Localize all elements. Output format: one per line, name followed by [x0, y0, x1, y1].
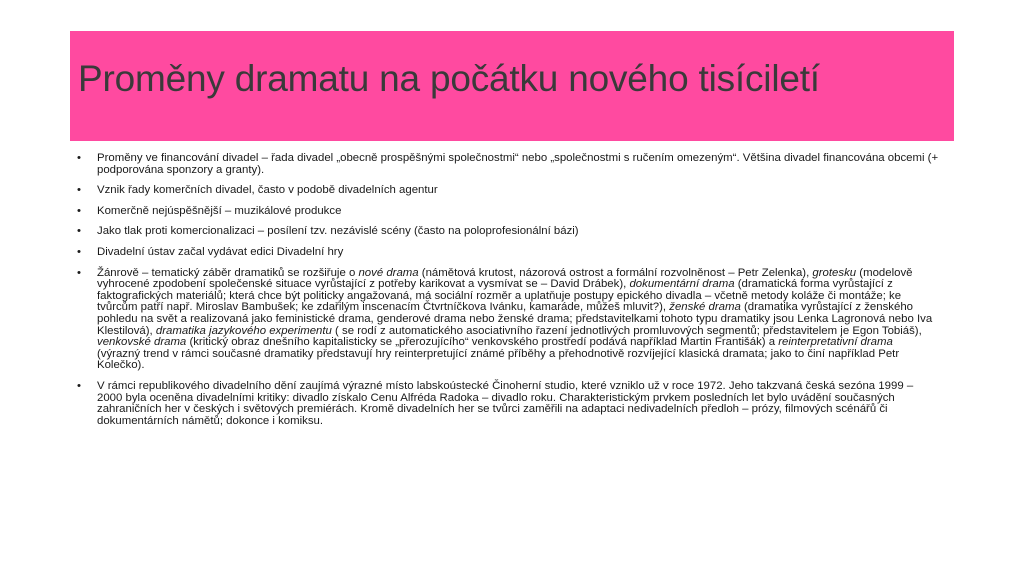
bullet-text: Divadelní ústav začal vydávat edici Divadelní hry	[97, 245, 344, 258]
bullet-text: (výrazný trend v rámci současné dramatiky představují hry reinterpretující známé příběhy a přehodnotivě rozvíjející klasická dramata; jako to činí například Petr Kolečko).	[97, 347, 900, 372]
slide-content	[77, 153, 939, 436]
bullet-dot-icon: •	[77, 204, 81, 217]
bullet-dot-icon: •	[77, 152, 81, 164]
bullet-dot-icon: •	[77, 184, 81, 197]
bullet-dot-icon: •	[77, 379, 81, 392]
emphasized-term: reinterpretativní drama	[778, 336, 893, 349]
bullet-item	[77, 206, 939, 218]
emphasized-term: ženské drama	[669, 301, 741, 314]
bullet-text: (modelově vyhrocené zpodobení společenské situace vyrůstající z potřeby karikovat a vysmívat se – David Drábek),	[97, 266, 913, 291]
slide-title: Proměny dramatu na počátku nového tisíciletí	[78, 58, 820, 99]
emphasized-term: dokumentární drama	[629, 278, 735, 291]
bullet-dot-icon: •	[77, 266, 81, 279]
bullet-item	[77, 153, 939, 176]
bullet-text: Vznik řady komerčních divadel, často v podobě divadelních agentur	[97, 184, 438, 197]
bullet-dot-icon: •	[77, 225, 81, 238]
bullet-text: (námětová krutost, názorová ostrost a formální rozvolněnost – Petr Zelenka),	[418, 266, 813, 279]
bullet-dot-icon: •	[77, 245, 81, 258]
bullet-text: Proměny ve financování divadel – řada divadel „obecně prospěšnými společnostmi“ nebo „společnostmi s ručením omezeným“. Většina divadel financována obcemi (+ podporována sponzory a granty).	[97, 152, 939, 176]
bullet-item	[77, 226, 939, 238]
bullet-item	[77, 381, 939, 427]
bullet-text: (dramatická forma vyrůstající z faktografických materiálů; která chce být politicky angažovaná, má sociální rozměr a uplatňuje postupy epického divadla – včetně metody koláže či montáže; ke tvůrcům patří např. Miroslav Bambušek; ke zdařilým inscenacím Čtvrtníčkova Ivánku, kamaráde, můžeš mluvit?),	[97, 278, 902, 314]
bullet-list	[77, 153, 939, 427]
bullet-item	[77, 185, 939, 197]
bullet-text: (dramatika vyrůstající z ženského pohledu na svět a realizovaná jako feministické drama, genderové drama nebo ženské drama; představitelkami tohoto typu dramatiky jsou Lenka Lagronová nebo Iva Klestilová),	[97, 301, 933, 337]
bullet-text: V rámci republikového divadelního dění zaujímá výrazné místo labskoústecké Činoherní studio, které vzniklo už v roce 1972. Jeho takzvaná česká sezóna 1999 – 2000 byla oceněna divadelními kritiky: divadlo získalo Cenu Alfréda Radoka – divadlo roku. Charakteristickým prvkem posledních let bylo uvádění současných zahraničních her v českých i světových premiérách. Kromě divadelních her se tvůrci zaměřili na adaptaci nedivadelních předloh – prózy, filmových scénářů či dokumentárních námětů; dokonce i komiksu.	[97, 379, 914, 427]
emphasized-term: grotesku	[812, 266, 857, 279]
bullet-text: Jako tlak proti komercionalizaci – posílení tzv. nezávislé scény (často na poloprofesionální bázi)	[97, 225, 579, 238]
emphasized-term: nové drama	[358, 266, 419, 279]
title-band	[70, 31, 954, 141]
bullet-text: Komerčně nejúspěšnější – muzikálové produkce	[97, 204, 342, 217]
emphasized-term: venkovské drama	[97, 336, 187, 349]
bullet-text: ( se rodí z automatického asociativního řazení jednotlivých promluvových segmentů; představitelem je Egon Tobiáš),	[331, 324, 922, 337]
bullet-text: (kritický obraz dnešního kapitalisticky se „přerozujícího“ venkovského prostředí podává například Martin Františák) a	[186, 336, 779, 349]
bullet-item	[77, 247, 939, 259]
emphasized-term: dramatika jazykového experimentu	[155, 324, 332, 337]
bullet-item	[77, 268, 939, 372]
bullet-text: Žánrově – tematický záběr dramatiků se rozšiřuje o	[97, 266, 359, 279]
